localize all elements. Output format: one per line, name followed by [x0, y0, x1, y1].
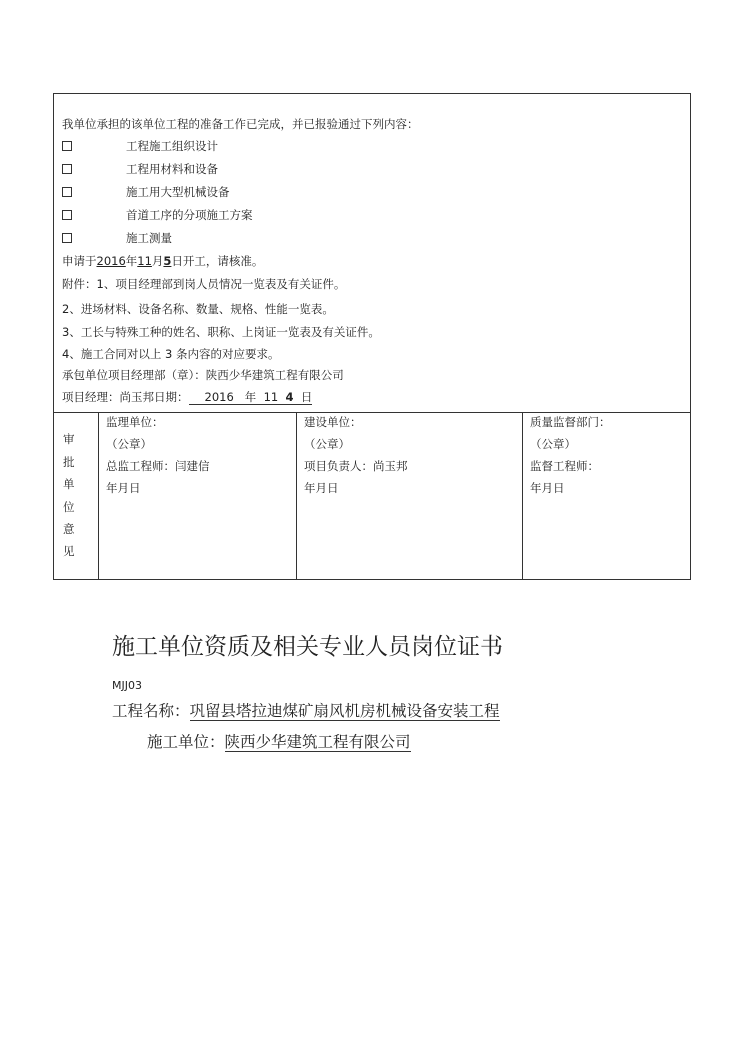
apply-prefix: 申请于 — [62, 254, 97, 268]
apply-day: 5 — [163, 254, 172, 268]
attachment-text: 、工长与特殊工种的姓名、职称、上岗证一览表及有关证件。 — [69, 325, 380, 339]
checkbox-4[interactable] — [62, 210, 72, 220]
owner-date: 年月日 — [304, 481, 339, 495]
checkbox-1[interactable] — [62, 141, 72, 151]
attachment-3 — [62, 325, 380, 339]
owner-person: 项目负责人：尚玉邦 — [304, 459, 408, 473]
column-divider — [522, 413, 523, 579]
project-name-line — [112, 699, 500, 721]
project-value: 巩留县塔拉迪煤矿扇风机房机械设备安装工程 — [189, 702, 500, 720]
vertical-char: 位 — [63, 500, 75, 514]
manager-month: 11 — [263, 390, 279, 404]
manager-date-field — [189, 390, 313, 405]
checkbox-3[interactable] — [62, 187, 72, 197]
apply-month: 11 — [137, 254, 152, 268]
manager-date-line — [62, 390, 312, 405]
checklist-item-5: 施工测量 — [126, 231, 172, 245]
manager-year-unit: 年 — [244, 390, 257, 404]
quality-title: 质量监督部门： — [530, 415, 611, 429]
apply-month-unit: 月 — [151, 254, 164, 268]
attachment-num: 3 — [62, 325, 70, 339]
quality-date: 年月日 — [530, 481, 565, 495]
manager-year: 2016 — [204, 390, 234, 404]
attachment-2 — [62, 302, 334, 316]
manager-label: 项目经理：尚玉邦日期： — [62, 390, 189, 404]
construction-unit-line — [147, 730, 411, 752]
column-divider — [98, 413, 99, 579]
attachment-num: 4 — [62, 347, 70, 361]
supervisor-date: 年月日 — [106, 481, 141, 495]
apply-year: 2016 — [96, 254, 126, 268]
vertical-char: 见 — [63, 544, 75, 558]
attachment-num: 附件：1 — [62, 277, 104, 291]
vertical-char: 审 — [63, 432, 75, 446]
owner-seal: （公章） — [304, 437, 350, 451]
vertical-char: 单 — [63, 477, 75, 491]
checkbox-2[interactable] — [62, 164, 72, 174]
attachment-1 — [62, 277, 345, 291]
manager-day: 4 — [285, 390, 294, 404]
start-date-request — [62, 254, 263, 268]
apply-year-unit: 年 — [125, 254, 138, 268]
checkbox-5[interactable] — [62, 233, 72, 243]
approval-section — [54, 413, 690, 579]
quality-seal: （公章） — [530, 437, 576, 451]
checklist-item-3: 施工用大型机械设备 — [126, 185, 230, 199]
application-section — [54, 94, 690, 413]
vertical-char: 意 — [63, 522, 75, 536]
owner-title: 建设单位： — [304, 415, 362, 429]
attachment-num: 2 — [62, 302, 70, 316]
attachment-text: 、施工合同对以上 3 条内容的对应要求。 — [69, 347, 280, 361]
supervisor-person: 总监工程师：闫建信 — [106, 459, 210, 473]
checklist-item-4: 首道工序的分项施工方案 — [126, 208, 253, 222]
approval-heading-vertical — [54, 413, 98, 579]
certificate-title: 施工单位资质及相关专业人员岗位证书 — [112, 634, 503, 660]
quality-person: 监督工程师： — [530, 459, 599, 473]
supervisor-seal: （公章） — [106, 437, 152, 451]
attachment-4 — [62, 347, 279, 361]
column-divider — [296, 413, 297, 579]
checklist-item-2: 工程用材料和设备 — [126, 162, 218, 176]
manager-day-unit: 日 — [300, 390, 313, 404]
vertical-char: 批 — [63, 455, 75, 469]
form-code: MJJ03 — [112, 679, 142, 692]
intro-text: 我单位承担的该单位工程的准备工作已完成，并已报验通过下列内容： — [62, 117, 419, 131]
attachment-text: 、进场材料、设备名称、数量、规格、性能一览表。 — [69, 302, 334, 316]
project-label: 工程名称： — [112, 702, 190, 720]
attachment-text: 、项目经理部到岗人员情况一览表及有关证件。 — [103, 277, 346, 291]
approval-form-table — [53, 93, 691, 580]
contractor-line: 承包单位项目经理部（章）：陕西少华建筑工程有限公司 — [62, 368, 344, 382]
unit-label: 施工单位： — [147, 733, 225, 751]
supervisor-title: 监理单位： — [106, 415, 164, 429]
checklist-item-1: 工程施工组织设计 — [126, 139, 218, 153]
apply-suffix: 日开工，请核准。 — [171, 254, 264, 268]
unit-value: 陕西少华建筑工程有限公司 — [224, 733, 411, 751]
